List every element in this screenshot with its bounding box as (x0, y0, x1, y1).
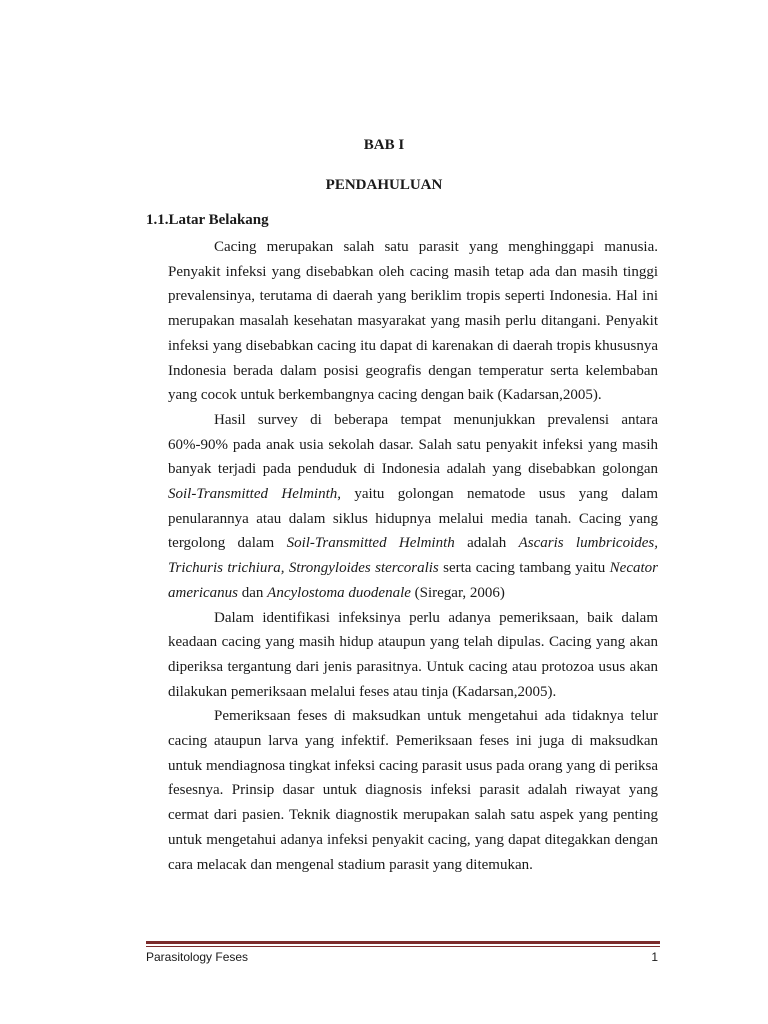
paragraph-2-text-6: (Siregar, 2006) (410, 584, 505, 601)
body-text (168, 235, 658, 877)
section-heading: 1.1.Latar Belakang (146, 212, 269, 228)
paragraph-2-text-3: adalah (454, 535, 519, 552)
paragraph-2 (168, 408, 658, 606)
paragraph-2-text-2: , yaitu golongan nematode usus yang dalam penularannya atau dalam siklus hidupnya melalui media tanah. Cacing yang tergolong dalam (168, 486, 659, 552)
chapter-number: BAB I (363, 137, 405, 153)
paragraph-2-text-4: serta cacing tambang yaitu (438, 560, 610, 577)
species-term-4: Necator americanus (168, 560, 658, 601)
paragraph-4: Pemeriksaan feses di maksudkan untuk mengetahui ada tidaknya telur cacing ataupun larva yang infektif. Pemeriksaan feses ini juga di maksudkan untuk mendiagnosa tingkat infeksi cacing parasit usus pada orang yang di periksa fesesnya. Prinsip dasar untuk diagnosis infeksi parasit adalah riwayat yang cermat dari pasien. Teknik diagnostik merupakan salah satu aspek yang penting untuk mengetahui adanya infeksi penyakit cacing, yang dapat ditegakkan dengan cara melacak dan mengenal stadium parasit yang ditemukan. (168, 708, 658, 873)
paragraph-2-text-1: Hasil survey di beberapa tempat menunjukkan prevalensi antara 60%-90% pada anak usia sekolah dasar. Salah satu penyakit infeksi yang masih banyak terjadi pada penduduk di Indonesia adalah yang disebabkan golongan (168, 411, 658, 478)
paragraph-2-text-5: dan (238, 584, 268, 601)
species-term-2: Soil-Transmitted Helminth (286, 535, 455, 552)
footer-rule-thin (146, 946, 660, 947)
page-number: 1 (651, 950, 658, 964)
paragraph-3: Dalam identifikasi infeksinya perlu adanya pemeriksaan, baik dalam keadaan cacing yang masih hidup ataupun yang telah dipulas. Cacing yang akan diperiksa tergantung dari jenis parasitnya. Untuk cacing atau protozoa usus akan dilakukan pemeriksaan melalui feses atau tinja (Kadarsan,2005). (168, 609, 658, 700)
footer-title: Parasitology Feses (146, 950, 249, 964)
chapter-title: PENDAHULUAN (325, 177, 443, 193)
footer-rule-thick (146, 941, 660, 944)
species-term-5: Ancylostoma duodenale (267, 584, 411, 601)
species-term-1: Soil-Transmitted Helminth (168, 486, 338, 503)
paragraph-1: Cacing merupakan salah satu parasit yang menghinggapi manusia. Penyakit infeksi yang disebabkan oleh cacing masih tetap ada dan masih tinggi prevalensinya, terutama di daerah yang beriklim tropis seperti Indonesia. Hal ini merupakan masalah kesehatan masyarakat yang masih perlu ditangani. Penyakit infeksi yang disebabkan cacing itu dapat di karenakan di daerah tropis khususnya Indonesia berada dalam posisi geografis dengan temperatur serta kelembaban yang cocok untuk berkembangnya cacing dengan baik (Kadarsan,2005). (168, 239, 658, 404)
species-term-3: Ascaris lumbricoides, Trichuris trichiura, Strongyloides stercoralis (168, 535, 658, 577)
